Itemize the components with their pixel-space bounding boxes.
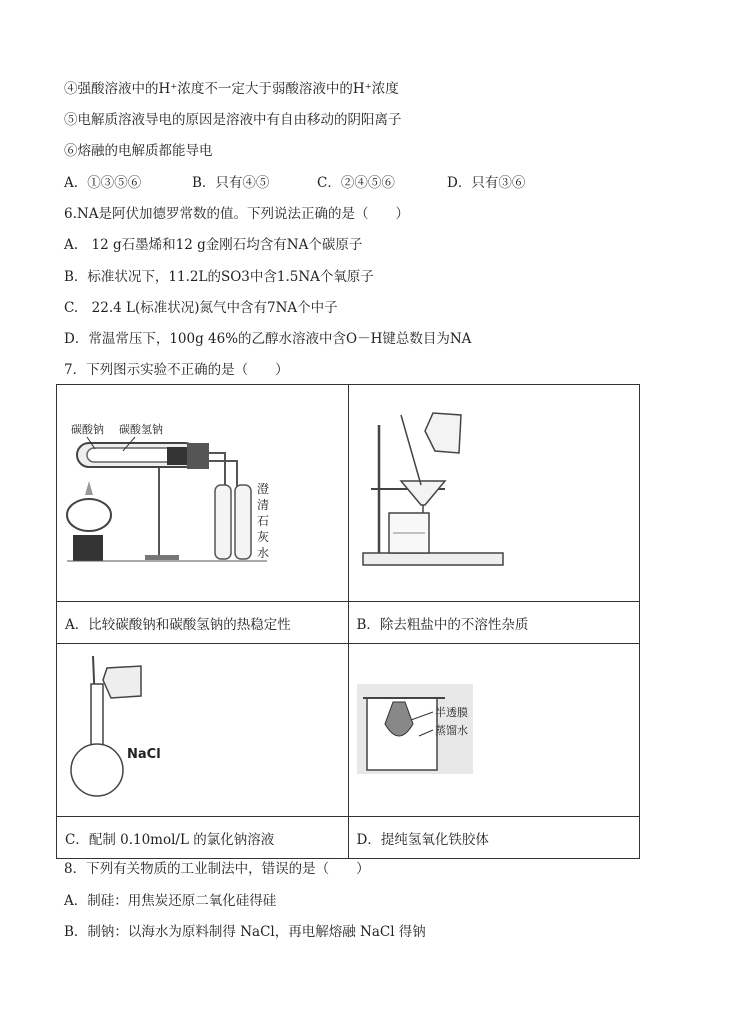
pouring-beaker	[425, 413, 461, 453]
figure-d-caption: D．提纯氢氧化铁胶体	[348, 817, 640, 859]
q5-option-c: C．②④⑤⑥	[317, 175, 395, 191]
q7-stem: 7．下列图示实验不正确的是（ ）	[64, 362, 289, 378]
statement-4: ④强酸溶液中的H⁺浓度不一定大于弱酸溶液中的H⁺浓度	[64, 81, 399, 97]
q5-option-d: D．只有③⑥	[447, 175, 526, 191]
figure-d-dialysis	[349, 644, 646, 812]
label-limewater-3: 石	[257, 514, 270, 528]
figure-d-cell	[348, 644, 640, 817]
q6-option-b: B．标准状况下，11.2L的SO3中含1.5NA个氧原子	[64, 269, 374, 285]
figure-a-cell	[57, 385, 349, 602]
q8-option-b: B．制钠：以海水为原料制得 NaCl，再电解熔融 NaCl 得钠	[64, 924, 426, 940]
flask-neck	[91, 684, 103, 750]
q5-option-b: B．只有④⑤	[192, 175, 270, 191]
alcohol-lamp	[67, 499, 111, 531]
label-sodium-bicarbonate: 碳酸氢钠	[119, 423, 163, 436]
q8-option-a: A．制硅：用焦炭还原二氧化硅得硅	[64, 893, 277, 909]
label-sodium-carbonate: 碳酸钠	[71, 423, 104, 436]
figure-a-caption: A．比较碳酸钠和碳酸氢钠的热稳定性	[57, 602, 349, 644]
burner-block	[73, 535, 103, 561]
flask-bulb	[71, 744, 123, 796]
figure-c-cell	[57, 644, 349, 817]
glass-rod	[401, 415, 421, 485]
stand-base	[363, 553, 503, 565]
figure-b-cell	[348, 385, 640, 602]
q8-stem: 8．下列有关物质的工业制法中，错误的是（ ）	[64, 861, 370, 877]
q6-option-a: A. 12 g石墨烯和12 g金刚石均含有NA个碳原子	[64, 237, 363, 253]
figure-c-caption: C．配制 0.10mol/L 的氯化钠溶液	[57, 817, 349, 859]
label-limewater-1: 澄	[257, 482, 270, 496]
stand-base	[145, 555, 179, 560]
q5-option-a: A．①③⑤⑥	[64, 175, 142, 191]
stopper-2	[187, 443, 209, 469]
q6-stem: 6.NA是阿伏加德罗常数的值。下列说法正确的是（ ）	[64, 206, 409, 222]
statement-5: ⑤电解质溶液导电的原因是溶液中有自由移动的阴阳离子	[64, 112, 402, 128]
flame	[85, 481, 93, 495]
limewater-tube-1	[215, 485, 231, 559]
label-limewater-5: 水	[257, 546, 270, 560]
label-limewater-2: 清	[257, 498, 270, 512]
statement-6: ⑥熔融的电解质都能导电	[64, 143, 213, 159]
label-nacl: NaCl	[127, 747, 161, 762]
label-membrane: 半透膜	[434, 706, 468, 719]
q6-option-d: D．常温常压下，100g 46%的乙醇水溶液中含O－H键总数目为NA	[64, 331, 472, 347]
pouring-beaker	[103, 666, 141, 698]
limewater-tube-2	[235, 485, 251, 559]
label-limewater-4: 灰	[257, 530, 270, 544]
figure-c-volumetric-flask	[57, 644, 343, 812]
q7-figure-table	[56, 384, 640, 859]
label-distilled-water: 蒸馏水	[434, 724, 468, 737]
q5-options	[64, 174, 525, 192]
figure-b-filtration	[349, 385, 646, 597]
figure-b-caption: B．除去粗盐中的不溶性杂质	[348, 602, 640, 644]
figure-a-heating-apparatus	[57, 385, 343, 597]
q6-option-c: C. 22.4 L(标准状况)氮气中含有7NA个中子	[64, 300, 338, 316]
funnel	[401, 481, 445, 505]
